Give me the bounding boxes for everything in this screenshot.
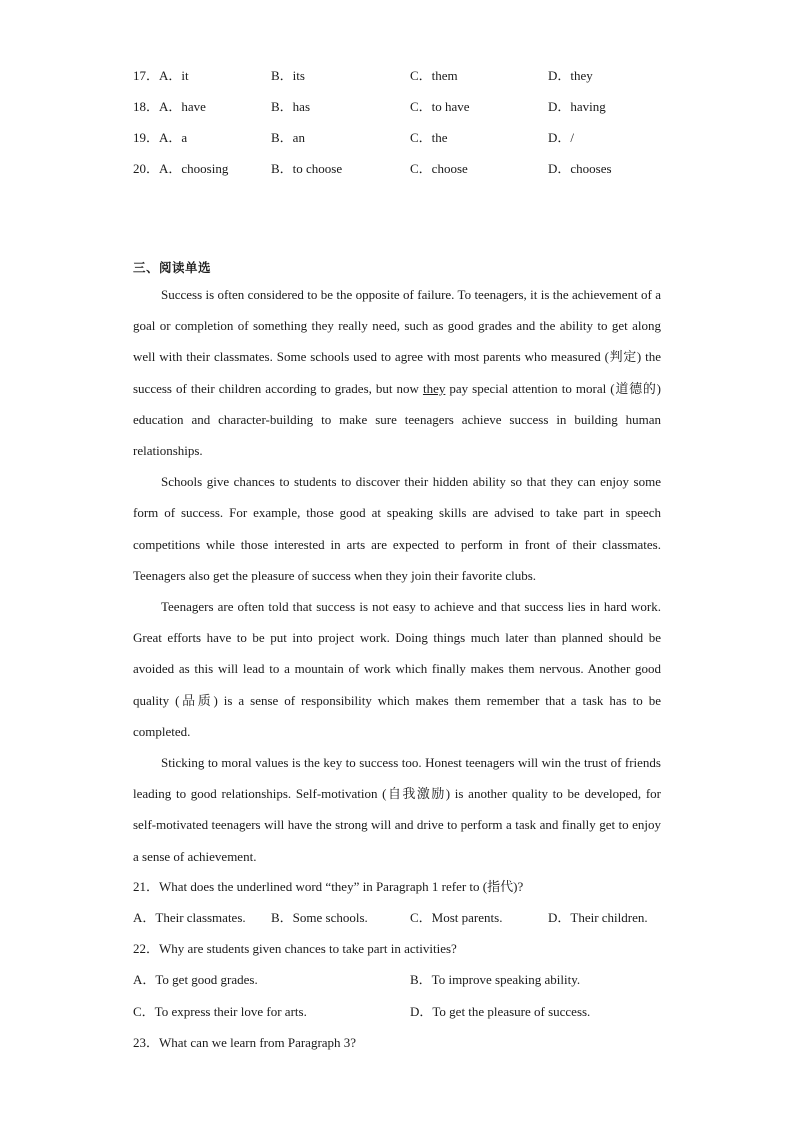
paragraph-2: Schools give chances to students to discover their hidden ability so that they can enjoy some form of success. For example, those good at speaking skills are advised to take part in speech competitions while those interested in arts are expected to perform in front of their classmates. Teenagers also get the pleasure of success when they join their favorite clubs.	[133, 474, 661, 583]
option-b: B．Some schools.	[271, 910, 368, 925]
option-a: 17．A．it	[133, 68, 189, 83]
option-b: B．to choose	[271, 161, 343, 176]
option-d: D．they	[548, 68, 593, 83]
question-21-stem: 21．What does the underlined word “they” in Paragraph 1 refer to (指代)?	[133, 879, 524, 894]
underlined-word: they	[422, 380, 446, 396]
question-23-stem: 23．What can we learn from Paragraph 3?	[133, 1035, 357, 1050]
option-d: D．having	[548, 99, 606, 114]
cloze-question-17	[133, 67, 693, 85]
question-22-stem: 22．Why are students given chances to take part in activities?	[133, 941, 457, 956]
cloze-question-20	[133, 160, 693, 178]
option-c: C．Most parents.	[410, 910, 503, 925]
option-c: C．choose	[410, 161, 468, 176]
option-c: C．them	[410, 68, 458, 83]
option-c: C．To express their love for arts.	[133, 1004, 307, 1019]
reading-passage	[133, 279, 661, 872]
question-22-options-row2	[133, 1003, 693, 1021]
option-d: D．/	[548, 130, 575, 145]
section-title: 三、阅读单选	[133, 260, 212, 275]
option-b: B．has	[271, 99, 311, 114]
option-c: C．the	[410, 130, 448, 145]
option-b: B．its	[271, 68, 305, 83]
option-b: B．an	[271, 130, 305, 145]
paragraph-1: Success is often considered to be the opposite of failure. To teenagers, it is the achievement of a goal or completion of something they really need, such as good grades and the ability to get along well with their classmates. Some schools used to agree with most parents who measured (判定) the success of their children according to grades, but now they pay special attention to moral (道德的) education and character-building to make sure teenagers achieve success in building human relationships.	[133, 287, 661, 459]
option-d: D．To get the pleasure of success.	[410, 1004, 591, 1019]
option-d: D．chooses	[548, 161, 612, 176]
option-a: A．Their classmates.	[133, 910, 246, 925]
option-a: 20．A．choosing	[133, 161, 229, 176]
paragraph-3: Teenagers are often told that success is not easy to achieve and that success lies in hard work. Great efforts have to be put into project work. Doing things much later than planned should be avoided as this will lead to a mountain of work which finally makes them nervous. Another good quality (品质) is a sense of responsibility which makes them remember that a task has to be completed.	[133, 599, 661, 739]
option-c: C．to have	[410, 99, 470, 114]
option-a: A．To get good grades.	[133, 972, 258, 987]
cloze-question-19	[133, 129, 693, 147]
question-22-options-row1	[133, 971, 693, 989]
option-b: B．To improve speaking ability.	[410, 972, 581, 987]
question-21-options	[133, 909, 693, 927]
option-a: 19．A．a	[133, 130, 188, 145]
paragraph-4: Sticking to moral values is the key to success too. Honest teenagers will win the trust of friends leading to good relationships. Self-motivation (自我激励) is another quality to be developed, for self-motivated teenagers will have the strong will and drive to perform a task and finally get to enjoy a sense of achievement.	[133, 755, 661, 864]
option-d: D．Their children.	[548, 910, 648, 925]
cloze-question-18	[133, 98, 693, 116]
option-a: 18．A．have	[133, 99, 206, 114]
